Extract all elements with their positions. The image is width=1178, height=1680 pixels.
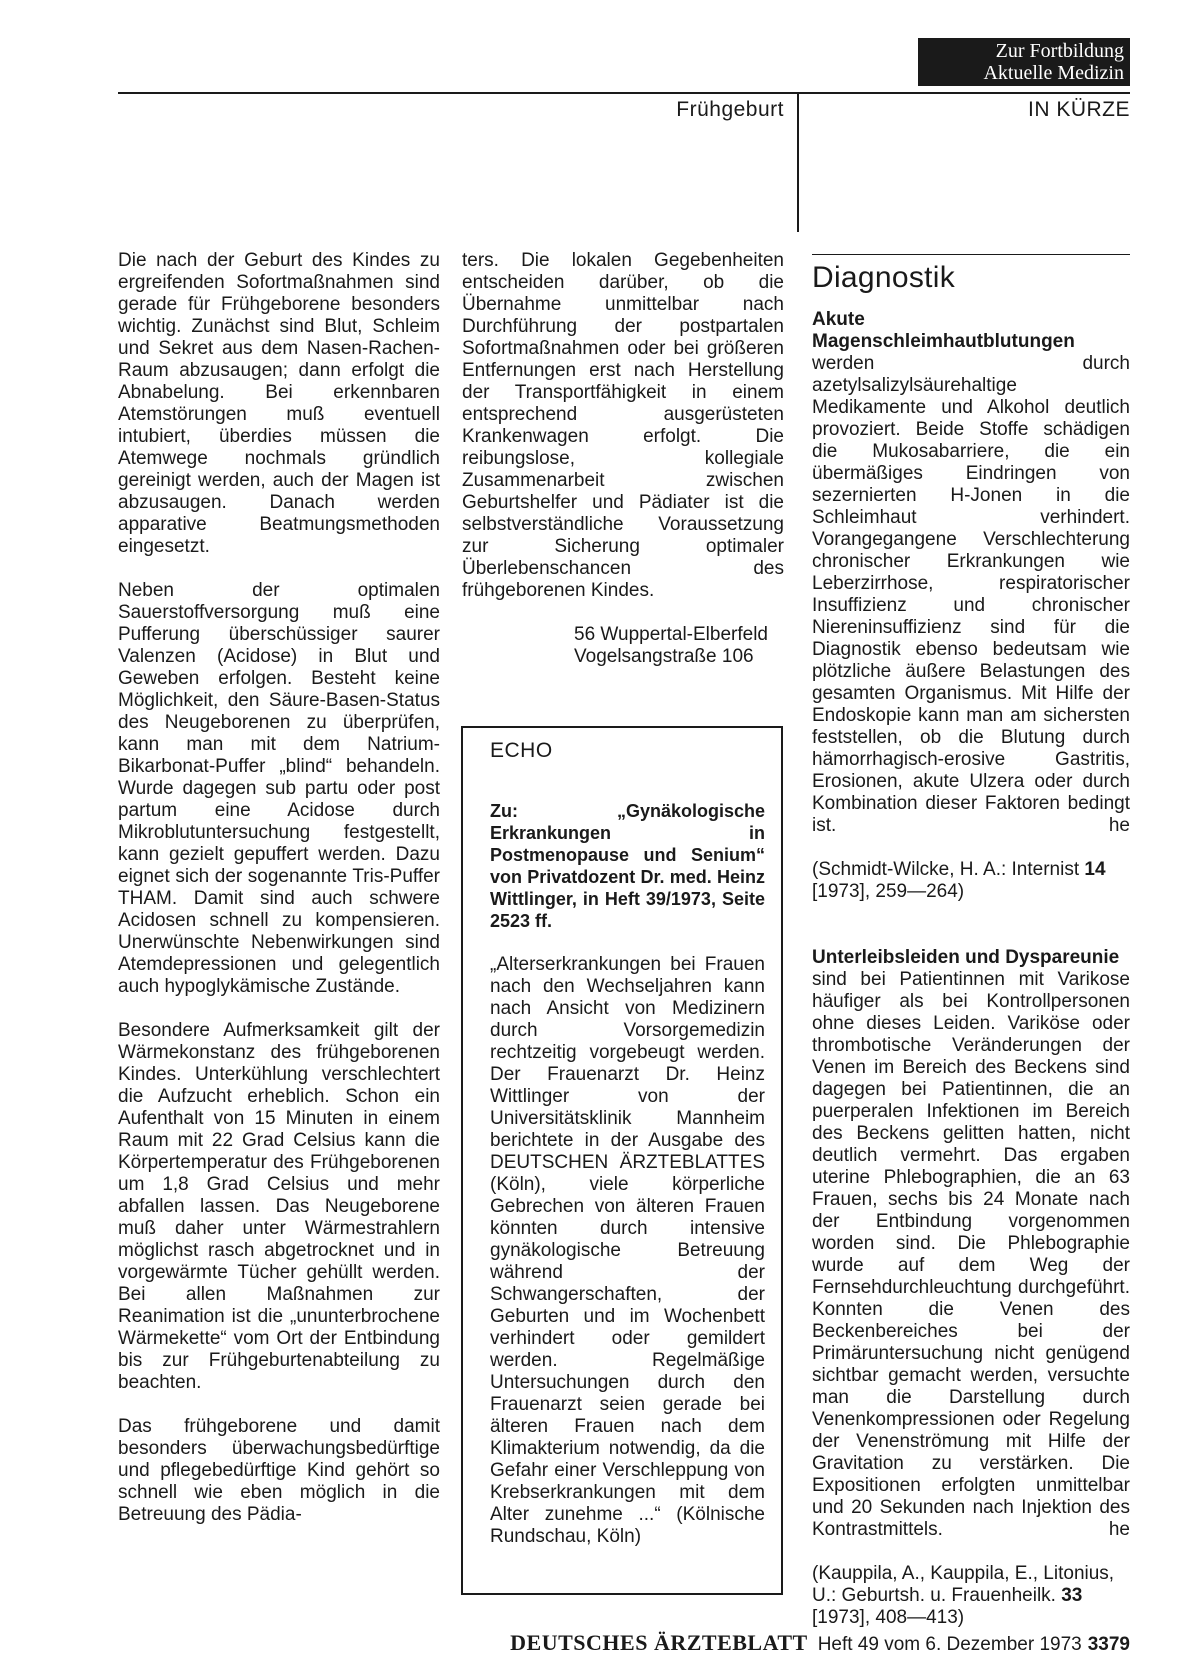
section-badge bbox=[918, 38, 1130, 86]
header-divider bbox=[797, 92, 799, 232]
citation-text: (Kauppila, A., Kauppila, E., Litonius, U.: Geburtsh. u. Frauenheilk. bbox=[812, 1563, 1115, 1606]
author-sig: he bbox=[1108, 815, 1130, 836]
article-column-2 bbox=[462, 250, 784, 624]
citation-text: [1973], 259—264) bbox=[812, 881, 965, 902]
badge-line-1: Zur Fortbildung bbox=[995, 40, 1124, 62]
header-rule bbox=[118, 92, 1130, 94]
echo-box bbox=[461, 726, 783, 1595]
paragraph: Das frühgeborene und damit besonders überwachungsbedürftige und pflegebedürftige Kind gehört so schnell wie eben möglich in die Betreuung des Pädia- bbox=[118, 1416, 440, 1525]
news-item-text: sind bei Patientinnen mit Varikose häufiger als bei Kontrollpersonen ohne dieses Leiden. Variköse oder thrombotische Veränderungen der Venen im Bereich des Beckens sind dagegen bei Patientinnen, die an puerperalen Infektionen im Bereich des Beckens gelitten hatten, nicht deutlich vermehrt. Das ergaben uterine Phlebographien, die an 63 Frauen, sechs bis 24 Monate nach der Entbindung vorgenommen worden sind. Die Phlebographie wurde auf dem Weg der Fernsehdurchleuchtung durchgeführt. Konnten die Venen des Beckenbereiches bei der Primäruntersuchung nicht genügend sichtbar gemacht werden, versuchte man die Darstellung durch Venenkompressionen oder Regelung der Venenströmung mit Hilfe der Gravitation zu verstärken. Die Expositionen erfolgten unmittelbar und 20 Sekunden nach Injektion des Kontrastmittels. bbox=[812, 969, 1130, 1540]
citation bbox=[812, 859, 1130, 903]
rubric-in-kuerze: IN KÜRZE bbox=[1027, 98, 1130, 121]
in-kuerze-column bbox=[812, 250, 1130, 1673]
page-number: 3379 bbox=[1087, 1634, 1130, 1655]
citation-volume: 14 bbox=[1084, 859, 1106, 880]
citation-text: (Schmidt-Wilcke, H. A.: Internist bbox=[812, 859, 1085, 880]
citation-text: [1973], 408—413) bbox=[812, 1607, 965, 1628]
echo-body: „Alterserkrankungen bei Frauen nach den Wechseljahren kann nach Ansicht von Medizinern durch Vorsorgemedizin rechtzeitig vorgebeugt werden. Der Frauenarzt Dr. Heinz Wittlinger von der Universitätsklinik Mannheim berichtete in der Ausgabe des DEUTSCHEN ÄRZTEBLATTES (Köln), viele körperliche Gebrechen von älteren Frauen könnten durch intensive gynäkologische Betreuung während der Schwangerschaften, der Geburten und im Wochenbett verhindert oder gemildert werden. Regelmäßige Untersuchungen durch den Frauenarzt seien gerade bei älteren Frauen nach dem Klimakterium notwendig, da die Gefahr einer Verschleppung von Krebserkrankungen mit dem Alter zunehme ...“ (Kölnische Rundschau, Köln) bbox=[490, 954, 765, 1547]
author-address bbox=[574, 624, 794, 668]
section-title: Diagnostik bbox=[812, 261, 956, 294]
echo-heading: Zu: „Gynäkologische Erkrankungen in Postmenopause und Senium“ von Privatdozent Dr. med. Heinz Wittlinger, in Heft 39/1973, Seite 2523 ff. bbox=[490, 801, 765, 931]
news-item-text: werden durch azetylsalizylsäurehaltige Medikamente und Alkohol deutlich provoziert. Beide Stoffe schädigen die Mukosabarriere, die ein übermäßiges Eindringen von sezernierten H-Jonen in die Schleimhaut verhindert. Vorangegangene Verschlechterung chronischer Erkrankungen wie Leberzirrhose, respiratorischer Insuffizienz und chronischer Niereninsuffizienz sind für die Diagnostik ebenso bedeutsam wie plötzliche äußere Belastungen des gesamten Organismus. Mit Hilfe der Endoskopie kann man am sichersten feststellen, ob die Blutung durch hämorrhagisch-erosive Gastritis, Erosionen, akute Ulzera oder durch Kombination dieser Faktoren bedingt ist. bbox=[812, 353, 1130, 836]
news-item bbox=[812, 309, 1130, 837]
author-sig: he bbox=[1108, 1519, 1130, 1540]
news-item bbox=[812, 947, 1130, 1541]
echo-label: ECHO bbox=[490, 739, 553, 762]
section-rule bbox=[812, 254, 1130, 255]
badge-line-2: Aktuelle Medizin bbox=[983, 62, 1124, 84]
paragraph: Besondere Aufmerksamkeit gilt der Wärmekonstanz des frühgeborenen Kindes. Unterkühlung verschlechtert die Aufzucht erheblich. Schon ein Aufenthalt von 15 Minuten in einem Raum mit 22 Grad Celsius kann die Körpertemperatur des Frühgeborenen um 1,8 Grad Celsius und mehr abfallen lassen. Das Neugeborene muß daher unter Wärmestrahlern möglichst rasch abgetrocknet und in vorgewärmte Tücher gehüllt werden. Bei allen Maßnahmen zur Reanimation ist die „ununterbrochene Wärmekette“ vom Ort der Entbindung bis zur Frühgeburtenabteilung zu beachten. bbox=[118, 1020, 440, 1393]
journal-name: DEUTSCHES ÄRZTEBLATT bbox=[510, 1630, 808, 1655]
citation-volume: 33 bbox=[1061, 1585, 1083, 1606]
news-item-heading: Akute Magenschleimhautblutungen bbox=[812, 309, 1075, 352]
paragraph: Neben der optimalen Sauerstoffversorgung muß eine Pufferung überschüssiger saurer Valenzen (Acidose) in Blut und Geweben erfolgen. Besteht keine Möglichkeit, den Säure-Basen-Status des Neugeborenen zu überprüfen, kann man mit dem Natrium-Bikarbonat-Puffer „blind“ behandeln. Wurde dagegen sub partu oder post partum eine Acidose durch Mikroblutuntersuchung festgestellt, kann gezielt gepuffert werden. Dazu eignet sich der sogenannte Tris-Puffer THAM. Damit sind auch schwere Acidosen schnell zu kompensieren. Unerwünschte Nebenwirkungen sind Atemdepressionen und gelegentlich auch hypoglykämische Zustände. bbox=[118, 580, 440, 997]
article-column-1 bbox=[118, 250, 440, 1548]
paragraph: ters. Die lokalen Gegebenheiten entscheiden darüber, ob die Übernahme unmittelbar nach Durchführung der postpartalen Sofortmaßnahmen oder bei größeren Entfernungen erst nach Herstellung der Transportfähigkeit in einem entsprechend ausgerüsteten Krankenwagen erfolgt. Die reibungslose, kollegiale Zusammenarbeit zwischen Geburtshelfer und Pädiater ist die selbstverständliche Voraussetzung zur Sicherung optimaler Überlebenschancen des frühgeborenen Kindes. bbox=[462, 250, 784, 601]
citation bbox=[812, 1563, 1130, 1629]
issue-info: Heft 49 vom 6. Dezember 1973 bbox=[817, 1634, 1082, 1655]
rubric-fruehgeburt: Frühgeburt bbox=[676, 98, 784, 121]
page-footer bbox=[510, 1630, 1130, 1656]
address-line-2: Vogelsangstraße 106 bbox=[574, 646, 754, 667]
paragraph: Die nach der Geburt des Kindes zu ergreifenden Sofortmaßnahmen sind gerade für Frühgeborene besonders wichtig. Zunächst sind Blut, Schleim und Sekret aus dem Nasen-Rachen-Raum abzusaugen; dann erfolgt die Abnabelung. Bei erkennbaren Atemstörungen muß eventuell intubiert, überdies müssen die Atemwege nochmals gründlich gereinigt werden, auch der Magen ist abzusaugen. Danach werden apparative Beatmungsmethoden eingesetzt. bbox=[118, 250, 440, 557]
address-line-1: 56 Wuppertal-Elberfeld bbox=[574, 624, 768, 645]
news-item-heading: Unterleibsleiden und Dyspareunie bbox=[812, 947, 1120, 968]
